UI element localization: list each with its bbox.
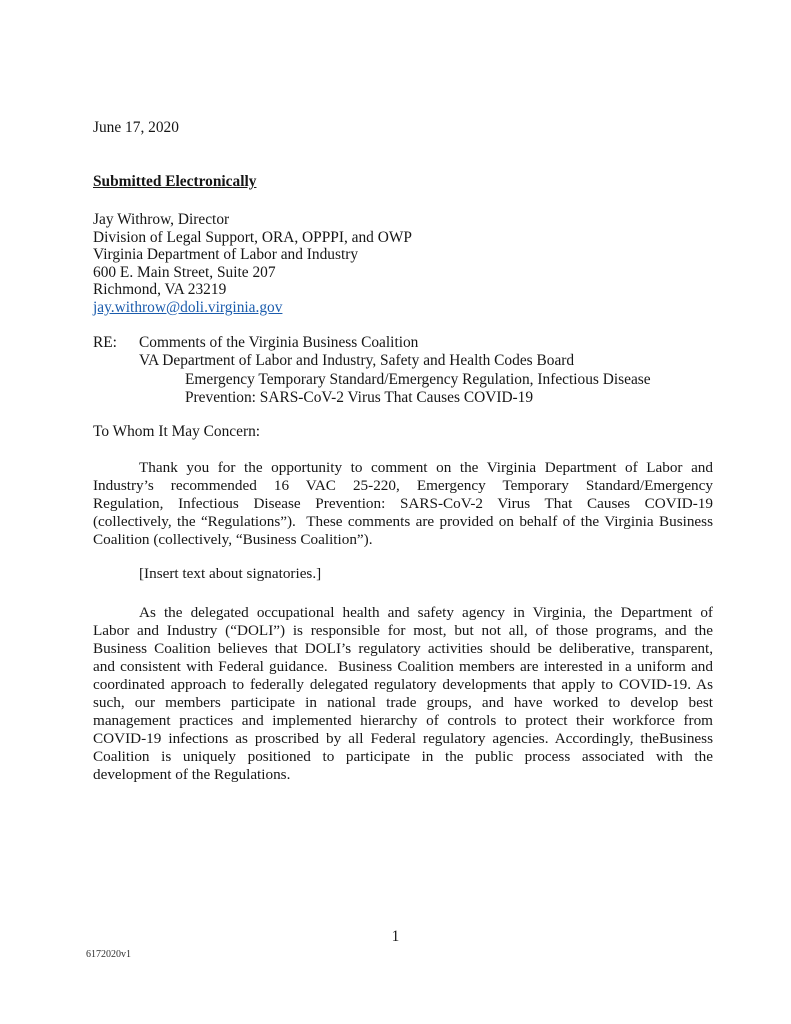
paragraph-doli-background xyxy=(93,604,713,784)
page-number: 1 xyxy=(391,928,400,945)
text-line: Emergency Temporary Standard/Emergency Regulation, Infectious Disease xyxy=(185,370,651,388)
text-line: Richmond, VA 23219 xyxy=(93,281,227,299)
text-line: Virginia Department of Labor and Industry xyxy=(93,246,359,264)
recipient-address-block xyxy=(93,211,713,299)
re-subject-lines xyxy=(139,334,713,408)
letter-date: June 17, 2020 xyxy=(93,119,179,136)
re-subject-block xyxy=(93,334,713,408)
text-line: management practices and implemented hierarchy of controls to protect their workforce from xyxy=(93,712,713,729)
text-line: [Insert text about signatories.] xyxy=(139,565,322,582)
text-line: Division of Legal Support, ORA, OPPPI, and OWP xyxy=(93,228,412,246)
text-line: (collectively, the “Regulations”). These comments are provided on behalf of the Virginia Business xyxy=(93,513,713,530)
text-line: Industry’s recommended 16 VAC 25-220, Emergency Temporary Standard/Emergency xyxy=(93,477,713,494)
text-line: Prevention: SARS-CoV-2 Virus That Causes COVID-19 xyxy=(185,389,534,407)
text-line: and consistent with Federal guidance. Business Coalition members are interested in a uniform and xyxy=(93,658,713,675)
text-line: such, our members participate in national trade groups, and have worked to develop best xyxy=(93,694,713,711)
text-line: Jay Withrow, Director xyxy=(93,211,230,228)
text-line: COVID-19 infections as proscribed by all Federal regulatory agencies. Accordingly, theBusiness xyxy=(93,730,713,747)
text-line: Coalition (collectively, “Business Coalition”). xyxy=(93,531,373,548)
paragraph-thank-you xyxy=(93,459,713,549)
text-line: Thank you for the opportunity to comment on the Virginia Department of Labor and xyxy=(139,459,713,476)
text-line: coordinated approach to federally delegated regulatory developments that apply to COVID-19. As xyxy=(93,676,713,693)
text-line: Regulation, Infectious Disease Prevention: SARS-CoV-2 Virus That Causes COVID-19 xyxy=(93,495,713,512)
paragraph-insert-placeholder xyxy=(93,565,713,583)
text-line: As the delegated occupational health and safety agency in Virginia, the Department of xyxy=(139,604,713,621)
text-line: VA Department of Labor and Industry, Safety and Health Codes Board xyxy=(139,352,575,370)
submitted-electronically-heading: Submitted Electronically xyxy=(93,173,257,190)
text-line: Labor and Industry (“DOLI”) is responsible for most, but not all, of those programs, and the xyxy=(93,622,713,639)
text-line: development of the Regulations. xyxy=(93,766,291,783)
salutation: To Whom It May Concern: xyxy=(93,423,261,440)
document-version-id: 6172020v1 xyxy=(86,949,131,960)
letter-body xyxy=(93,0,713,1024)
text-line: Comments of the Virginia Business Coalition xyxy=(139,334,419,351)
text-line: Business Coalition believes that DOLI’s regulatory activities should be deliberative, transparent, xyxy=(93,640,713,657)
text-line: Coalition is uniquely positioned to participate in the public process associated with the xyxy=(93,748,713,765)
recipient-email-link[interactable]: jay.withrow@doli.virginia.gov xyxy=(93,299,283,316)
re-label: RE: xyxy=(93,334,117,351)
text-line: 600 E. Main Street, Suite 207 xyxy=(93,263,276,281)
